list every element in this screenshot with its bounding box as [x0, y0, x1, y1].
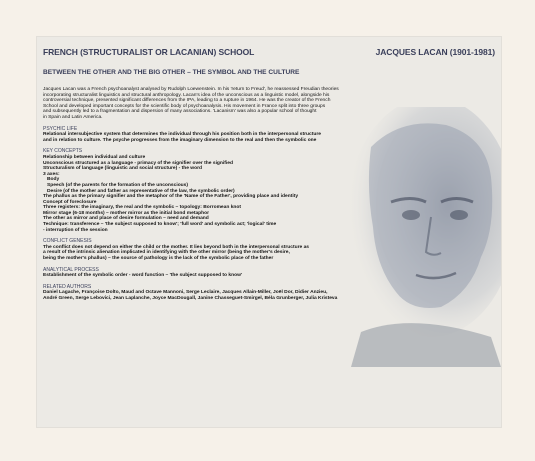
psychic-life-title: PSYCHIC LIFE	[43, 125, 78, 132]
intro-line: Jacques Lacan was a French psychoanalyst analysed by Rudolph Loewenstein. In his 'return to Freud', he reassessed Freudian theories	[43, 87, 339, 92]
text-line: Daniel Lagache, Françoise Dolto, Maud and Octave Mannoni, Serge Leclaire, Jacques Allain-Miller, Joël Dor, Didier Anzieu,	[43, 290, 328, 296]
analytical-process-title: ANALYTICAL PROCESS	[43, 266, 99, 273]
text-line: Desire (of the mother and father as representative of the law, the symbolic order)	[47, 188, 235, 194]
conflict-genesis-title: CONFLICT GENESIS	[43, 238, 92, 245]
text-line: 3 axes:	[43, 171, 60, 177]
analytical-process-text	[43, 273, 403, 279]
person-title: JACQUES LACAN (1901-1981)	[375, 47, 495, 57]
subtitle: BETWEEN THE OTHER AND THE BIG OTHER – THE SYMBOL AND THE CULTURE	[43, 69, 300, 76]
header	[43, 47, 495, 57]
text-line: André Green, Serge Lebovici, Jean Laplanche, Joyce MacDougall, Janine Chasseguet-Smirgel, Béla Grunberger, Julia Kristeva	[43, 296, 338, 301]
conflict-genesis-text	[43, 245, 403, 262]
intro-line: controversial technique, presented significant differences from the IPA, leading to a rupture in 1964. He was the creator of the French	[43, 98, 331, 104]
school-title: FRENCH (STRUCTURALIST OR LACANIAN) SCHOOL	[43, 47, 255, 57]
intro-line: in Spain and Latin America.	[43, 114, 103, 120]
key-concepts-title: KEY CONCEPTS	[43, 148, 83, 155]
text-line: Concept of foreclosure	[43, 199, 97, 205]
text-line: Mirror stage (6-18 months) – mother mirror as the initial bond metaphor	[43, 210, 210, 216]
text-line: Establishment of the symbolic order - word function – 'the subject supposed to know'	[43, 273, 243, 279]
text-line: The conflict does not depend on either the child or the mother. It lies beyond both in the interpersonal structure as	[43, 244, 310, 250]
intro-paragraph	[43, 87, 403, 121]
text-line: Relationship between individual and culture	[43, 154, 146, 160]
text-line: Relational intersubjective system that determines the individual through his position both in the interpersonal structure	[43, 132, 321, 138]
text-line: Speech (of the parents for the formation of the unconscious)	[47, 182, 189, 188]
text-line: a result of the intrinsic alienation implicated in identifying with the other mirror (being the mother's desire,	[43, 250, 290, 256]
text-line: Three registers: the imaginary, the real and the symbolic – topology: Borromean knot	[43, 205, 242, 211]
related-authors-text	[43, 290, 403, 301]
key-concepts-text	[43, 155, 403, 233]
intro-line: School and developed important concepts for the scientific body of psychoanalysis. His movement in France split into three groups	[43, 103, 326, 109]
text-line: Structuralism of language (linguistic and social structure) - the word	[43, 166, 202, 172]
text-line: The phallus as the primary signifier and the metaphor of the 'Name of the Father', providing place and identity	[43, 194, 299, 200]
text-line: Technique: transference – 'the subject supposed to know'; 'full word' and symbolic act; 'logical' time	[43, 222, 277, 228]
related-authors-title: RELATED AUTHORS	[43, 283, 92, 290]
text-line: and in relation to culture. The psyche progresses from the imaginary dimension to the real and then the symbolic one	[43, 137, 317, 143]
text-line: Unconscious structured as a language - primacy of the signifier over the signified	[43, 160, 233, 166]
text-line: The other as mirror and place of desire formulation – need and demand	[43, 216, 209, 222]
text-line: being the mother's phallus) – the source of pathology is the lack of the symbolic place of the father	[43, 256, 274, 262]
text-line: Body	[47, 177, 60, 183]
psychic-life-text	[43, 132, 403, 143]
intro-line: and subsequently led to a fragmentation and dispersion of many associations. 'Lacanism' was also a popular school of thought	[43, 109, 317, 115]
intro-line: incorporating structuralist linguistics and structural anthropology. Lacan's idea of the unconscious as a linguistic model, alongside his	[43, 92, 330, 98]
content	[43, 87, 403, 308]
document-panel	[36, 36, 502, 428]
text-line: - interruption of the session	[43, 227, 108, 233]
